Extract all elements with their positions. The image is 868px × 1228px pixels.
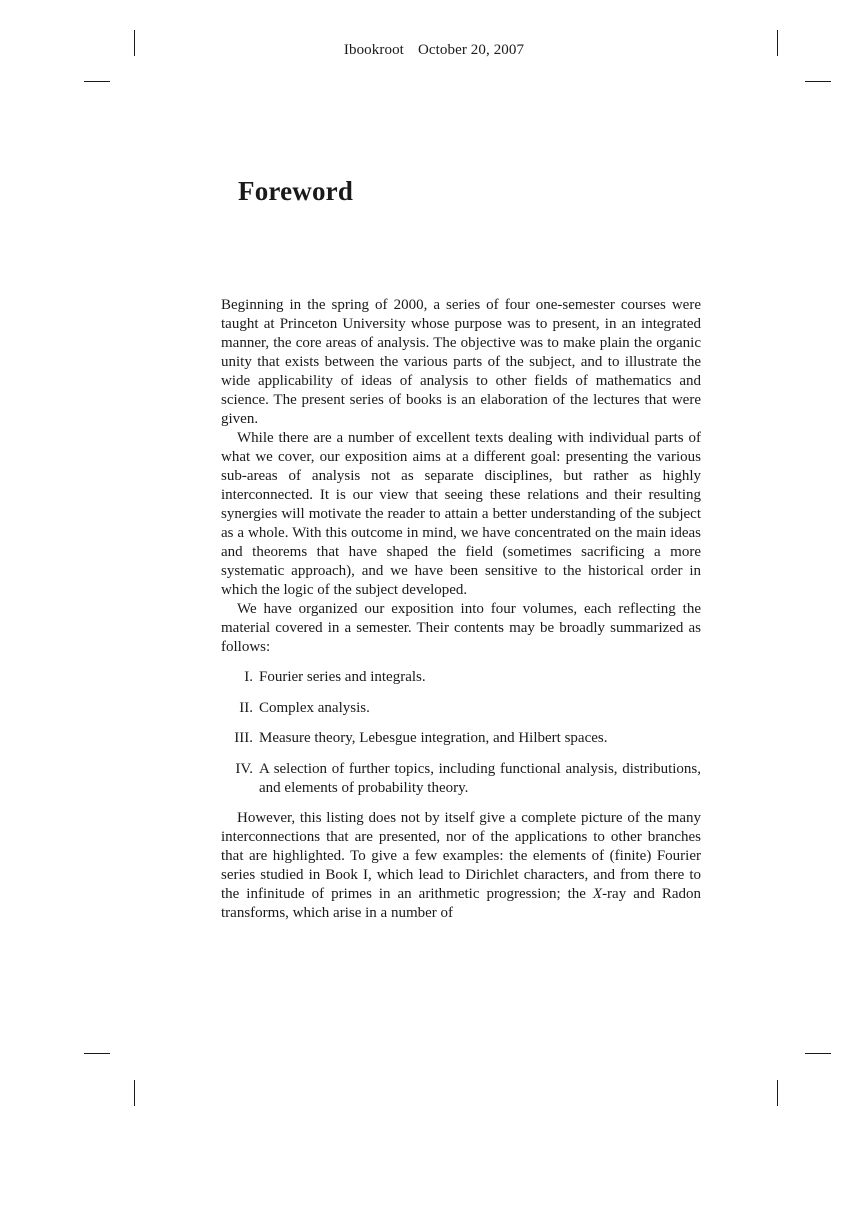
volume-item-1 (221, 668, 701, 687)
paragraph-4-end: -ray and Radon transforms, which arise in a number of (221, 885, 701, 921)
crop-mark-top-left-h (84, 81, 110, 82)
chapter-title: Foreword (238, 176, 354, 206)
paragraph-2: While there are a number of excellent texts dealing with individual parts of what we cover, our exposition aims at a different goal: presenting the various sub-areas of analysis not as separate disciplines, but rather as highly interconnected. It is our view that seeing these relations and their resulting synergies will motivate the reader to attain a better understanding of the subject as a whole. With this outcome in mind, we have concentrated on the main ideas and theorems that have shaped the field (sometimes sacrificing a more systematic approach), and we have been sensitive to the historical order in which the logic of the subject developed. (221, 430, 701, 598)
running-header (0, 42, 868, 59)
crop-mark-bottom-right (777, 1080, 778, 1106)
paragraph-3: We have organized our exposition into four volumes, each reflecting the material covered in a semester. Their contents may be broadly summarized as follows: (221, 601, 701, 655)
volume-item-4 (221, 760, 701, 798)
header-date: October 20, 2007 (417, 42, 525, 58)
crop-mark-bottom-left-h (84, 1053, 110, 1054)
paragraph-1: Beginning in the spring of 2000, a series of four one-semester courses were taught at Princeton University whose purpose was to present, in an integrated manner, the core areas of analysis. The objective was to make plain the organic unity that exists between the various parts of the subject, and to illustrate the wide applicability of ideas of analysis to other fields of mathematics and science. The present series of books is an elaboration of the lectures that were given. (221, 297, 701, 427)
header-book-id: Ibookroot (343, 42, 404, 58)
volume-numeral: II. (239, 699, 253, 716)
foreword-body (221, 296, 701, 923)
volume-text: Complex analysis. (259, 699, 370, 716)
volume-numeral: III. (234, 730, 253, 746)
volume-text: Measure theory, Lebesgue integration, and Hilbert spaces. (259, 730, 608, 746)
crop-mark-bottom-left (134, 1080, 135, 1106)
paragraph-4-start: However, this listing does not by itself give a complete picture of the many interconnections that are presented, nor of the applications to other branches that are highlighted. To give a few examples: the elements of (finite) Fourier series studied in Book I, which lead to Dirichlet characters, and from there to the infinitude of primes in an arithmetic progression; the (221, 809, 701, 902)
volume-item-3 (221, 729, 701, 748)
crop-mark-bottom-right-h (805, 1053, 831, 1054)
volume-text: Fourier series and integrals. (259, 669, 426, 685)
crop-mark-top-right-h (805, 81, 831, 82)
volume-item-2 (221, 699, 701, 718)
volume-list (221, 668, 701, 798)
volume-text: A selection of further topics, including functional analysis, distributions, and elements of probability theory. (259, 760, 701, 796)
volume-numeral: IV. (235, 760, 253, 777)
volume-numeral: I. (244, 669, 253, 685)
paragraph-4 (221, 809, 701, 923)
math-symbol-x: X (592, 885, 603, 902)
